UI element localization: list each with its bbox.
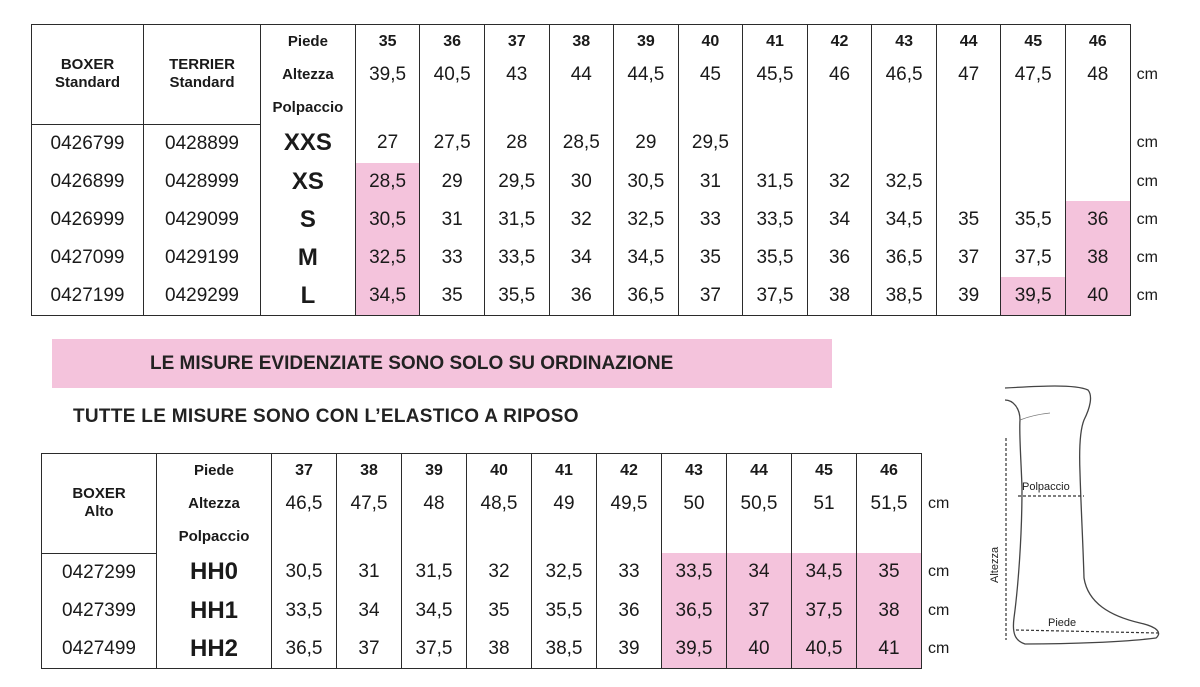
piede-size: 38 bbox=[549, 25, 614, 59]
code-terrier: 0429199 bbox=[143, 239, 260, 277]
altezza-value: 43 bbox=[484, 58, 549, 91]
piede-size: 38 bbox=[337, 454, 402, 488]
unit-empty bbox=[1130, 91, 1168, 124]
calf-value: 34,5 bbox=[402, 592, 467, 630]
altezza-value: 44,5 bbox=[614, 58, 679, 91]
label-altezza: Altezza bbox=[261, 58, 356, 91]
altezza-value: 44 bbox=[549, 58, 614, 91]
calf-value bbox=[872, 124, 937, 163]
calf-value: 32,5 bbox=[872, 163, 937, 201]
code-boxer-alto: 0427399 bbox=[42, 592, 157, 630]
altezza-value: 39,5 bbox=[355, 58, 420, 91]
unit-label: cm bbox=[1136, 248, 1158, 266]
table-row bbox=[42, 592, 966, 630]
calf-value: 37,5 bbox=[402, 630, 467, 669]
label-polpaccio: Polpaccio bbox=[261, 91, 356, 124]
unit-label: cm bbox=[1136, 210, 1158, 228]
calf-value: 35 bbox=[467, 592, 532, 630]
altezza-value: 46,5 bbox=[272, 487, 337, 520]
calf-value bbox=[1001, 163, 1066, 201]
piede-size: 46 bbox=[857, 454, 922, 488]
piede-size: 40 bbox=[467, 454, 532, 488]
code-boxer-alto: 0427299 bbox=[42, 553, 157, 592]
calf-value bbox=[936, 124, 1001, 163]
code-boxer: 0426799 bbox=[32, 124, 144, 163]
calf-value: 34 bbox=[807, 201, 872, 239]
calf-value: 29 bbox=[614, 124, 679, 163]
calf-value: 31 bbox=[678, 163, 743, 201]
brand-terrier-standard: TERRIER Standard bbox=[143, 25, 260, 125]
calf-value: 30,5 bbox=[272, 553, 337, 592]
altezza-value: 49 bbox=[532, 487, 597, 520]
calf-value: 32,5 bbox=[355, 239, 420, 277]
calf-value: 36 bbox=[549, 277, 614, 316]
piede-size: 42 bbox=[597, 454, 662, 488]
calf-value: 37,5 bbox=[1001, 239, 1066, 277]
calf-value: 31,5 bbox=[484, 201, 549, 239]
blank-cell bbox=[355, 91, 420, 124]
calf-value: 37 bbox=[936, 239, 1001, 277]
size-label: S bbox=[261, 201, 356, 239]
calf-value: 35 bbox=[678, 239, 743, 277]
table-row bbox=[42, 630, 966, 669]
calf-value: 36,5 bbox=[872, 239, 937, 277]
code-terrier: 0429299 bbox=[143, 277, 260, 316]
altezza-value: 46 bbox=[807, 58, 872, 91]
calf-value: 38 bbox=[857, 592, 922, 630]
calf-value: 40,5 bbox=[792, 630, 857, 669]
blank-cell bbox=[467, 520, 532, 553]
piede-size: 40 bbox=[678, 25, 743, 59]
blank-cell bbox=[272, 520, 337, 553]
altezza-value: 45,5 bbox=[743, 58, 808, 91]
boot-diagram bbox=[960, 378, 1190, 678]
label-altezza: Altezza bbox=[157, 487, 272, 520]
size-label: HH1 bbox=[157, 592, 272, 630]
calf-value: 28,5 bbox=[355, 163, 420, 201]
blank-cell bbox=[807, 91, 872, 124]
unit-label: cm bbox=[1136, 134, 1158, 152]
calf-value bbox=[743, 124, 808, 163]
calf-value: 34 bbox=[337, 592, 402, 630]
calf-value: 36 bbox=[807, 239, 872, 277]
calf-value: 28,5 bbox=[549, 124, 614, 163]
calf-value: 28 bbox=[484, 124, 549, 163]
piede-size: 45 bbox=[1001, 25, 1066, 59]
piede-size: 45 bbox=[792, 454, 857, 488]
altezza-value: 47 bbox=[936, 58, 1001, 91]
calf-value: 41 bbox=[857, 630, 922, 669]
altezza-value: 48,5 bbox=[467, 487, 532, 520]
calf-value: 36,5 bbox=[662, 592, 727, 630]
calf-value: 36,5 bbox=[614, 277, 679, 316]
calf-value: 37,5 bbox=[743, 277, 808, 316]
label-piede: Piede bbox=[157, 454, 272, 488]
size-label: L bbox=[261, 277, 356, 316]
calf-value bbox=[936, 163, 1001, 201]
calf-value: 35,5 bbox=[743, 239, 808, 277]
calf-value: 38 bbox=[467, 630, 532, 669]
calf-value: 33,5 bbox=[743, 201, 808, 239]
calf-value: 33 bbox=[420, 239, 485, 277]
blank-cell bbox=[662, 520, 727, 553]
piede-size: 44 bbox=[936, 25, 1001, 59]
calf-value: 37 bbox=[337, 630, 402, 669]
piede-line bbox=[1016, 630, 1158, 633]
piede-size: 46 bbox=[1066, 25, 1131, 59]
label-piede: Piede bbox=[261, 25, 356, 59]
calf-value: 32 bbox=[467, 553, 532, 592]
diagram-altezza-label: Altezza bbox=[989, 546, 1001, 583]
size-label: XS bbox=[261, 163, 356, 201]
calf-value: 38 bbox=[1066, 239, 1131, 277]
unit-label: cm bbox=[928, 639, 950, 657]
table-row bbox=[32, 163, 1169, 201]
calf-value bbox=[807, 124, 872, 163]
calf-value: 36 bbox=[597, 592, 662, 630]
unit-label: cm bbox=[928, 494, 950, 512]
size-label: XXS bbox=[261, 124, 356, 163]
elastic-note: TUTTE LE MISURE SONO CON L’ELASTICO A RIPOSO bbox=[73, 406, 579, 427]
calf-value: 30 bbox=[549, 163, 614, 201]
calf-value: 35,5 bbox=[532, 592, 597, 630]
unit-label: cm bbox=[1136, 65, 1158, 83]
code-terrier: 0428999 bbox=[143, 163, 260, 201]
calf-value: 36 bbox=[1066, 201, 1131, 239]
unit-empty bbox=[922, 520, 966, 553]
calf-value: 35,5 bbox=[1001, 201, 1066, 239]
piede-size: 41 bbox=[743, 25, 808, 59]
unit-empty bbox=[922, 454, 966, 488]
table-row bbox=[42, 553, 966, 592]
calf-value: 34,5 bbox=[872, 201, 937, 239]
calf-value: 32 bbox=[807, 163, 872, 201]
code-boxer: 0426999 bbox=[32, 201, 144, 239]
calf-value: 29 bbox=[420, 163, 485, 201]
blank-cell bbox=[614, 91, 679, 124]
unit-empty bbox=[1130, 25, 1168, 59]
blank-cell bbox=[872, 91, 937, 124]
brand-boxer-alto: BOXER Alto bbox=[42, 454, 157, 554]
blank-cell bbox=[857, 520, 922, 553]
blank-cell bbox=[936, 91, 1001, 124]
altezza-value: 51 bbox=[792, 487, 857, 520]
calf-value bbox=[1001, 124, 1066, 163]
table-row bbox=[32, 277, 1169, 316]
piede-size: 35 bbox=[355, 25, 420, 59]
code-boxer: 0427199 bbox=[32, 277, 144, 316]
calf-value: 35 bbox=[857, 553, 922, 592]
calf-value: 33,5 bbox=[662, 553, 727, 592]
altezza-value: 47,5 bbox=[337, 487, 402, 520]
calf-value: 29,5 bbox=[484, 163, 549, 201]
altezza-value: 45 bbox=[678, 58, 743, 91]
piede-size: 42 bbox=[807, 25, 872, 59]
brand-boxer-standard: BOXER Standard bbox=[32, 25, 144, 125]
unit-label: cm bbox=[928, 563, 950, 581]
blank-cell bbox=[743, 91, 808, 124]
altezza-value: 46,5 bbox=[872, 58, 937, 91]
blank-cell bbox=[1001, 91, 1066, 124]
boot-outline bbox=[1005, 386, 1159, 644]
made-to-order-banner: LE MISURE EVIDENZIATE SONO SOLO SU ORDINAZIONE bbox=[52, 339, 832, 388]
size-label: M bbox=[261, 239, 356, 277]
blank-cell bbox=[549, 91, 614, 124]
altezza-value: 50 bbox=[662, 487, 727, 520]
calf-value: 34,5 bbox=[792, 553, 857, 592]
code-terrier: 0428899 bbox=[143, 124, 260, 163]
piede-size: 39 bbox=[402, 454, 467, 488]
piede-size: 43 bbox=[662, 454, 727, 488]
calf-value: 29,5 bbox=[678, 124, 743, 163]
blank-cell bbox=[484, 91, 549, 124]
calf-value: 32,5 bbox=[614, 201, 679, 239]
size-table-standard bbox=[31, 24, 1169, 316]
blank-cell bbox=[678, 91, 743, 124]
calf-value: 38,5 bbox=[872, 277, 937, 316]
calf-value: 27 bbox=[355, 124, 420, 163]
calf-value: 34 bbox=[727, 553, 792, 592]
calf-value: 37 bbox=[678, 277, 743, 316]
calf-value: 38,5 bbox=[532, 630, 597, 669]
calf-value: 33,5 bbox=[484, 239, 549, 277]
code-boxer-alto: 0427499 bbox=[42, 630, 157, 669]
calf-value: 35 bbox=[420, 277, 485, 316]
code-boxer: 0426899 bbox=[32, 163, 144, 201]
calf-value: 37,5 bbox=[792, 592, 857, 630]
label-polpaccio: Polpaccio bbox=[157, 520, 272, 553]
blank-cell bbox=[1066, 91, 1131, 124]
piede-size: 37 bbox=[272, 454, 337, 488]
calf-value: 33,5 bbox=[272, 592, 337, 630]
diagram-piede-label: Piede bbox=[1048, 617, 1077, 629]
calf-value: 34,5 bbox=[355, 277, 420, 316]
calf-value: 40 bbox=[727, 630, 792, 669]
calf-value: 39 bbox=[936, 277, 1001, 316]
calf-value: 35 bbox=[936, 201, 1001, 239]
calf-value: 38 bbox=[807, 277, 872, 316]
code-terrier: 0429099 bbox=[143, 201, 260, 239]
unit-label: cm bbox=[1136, 172, 1158, 190]
size-label: HH0 bbox=[157, 553, 272, 592]
piede-size: 43 bbox=[872, 25, 937, 59]
calf-value: 31 bbox=[337, 553, 402, 592]
piede-size: 44 bbox=[727, 454, 792, 488]
blank-cell bbox=[337, 520, 402, 553]
calf-value: 35,5 bbox=[484, 277, 549, 316]
calf-value: 31 bbox=[420, 201, 485, 239]
diagram-polpaccio-label: Polpaccio bbox=[1022, 481, 1070, 493]
table-row bbox=[32, 124, 1169, 163]
piede-size: 39 bbox=[614, 25, 679, 59]
piede-size: 37 bbox=[484, 25, 549, 59]
table-row bbox=[32, 201, 1169, 239]
piede-size: 41 bbox=[532, 454, 597, 488]
altezza-value: 50,5 bbox=[727, 487, 792, 520]
blank-cell bbox=[597, 520, 662, 553]
altezza-value: 47,5 bbox=[1001, 58, 1066, 91]
altezza-value: 51,5 bbox=[857, 487, 922, 520]
table-row bbox=[32, 239, 1169, 277]
calf-value: 39 bbox=[597, 630, 662, 669]
calf-value: 36,5 bbox=[272, 630, 337, 669]
blank-cell bbox=[402, 520, 467, 553]
calf-value: 34 bbox=[549, 239, 614, 277]
calf-value: 37 bbox=[727, 592, 792, 630]
calf-value: 30,5 bbox=[355, 201, 420, 239]
calf-value: 39,5 bbox=[1001, 277, 1066, 316]
calf-value: 40 bbox=[1066, 277, 1131, 316]
unit-label: cm bbox=[928, 601, 950, 619]
calf-value: 31,5 bbox=[402, 553, 467, 592]
calf-value: 30,5 bbox=[614, 163, 679, 201]
blank-cell bbox=[792, 520, 857, 553]
piede-size: 36 bbox=[420, 25, 485, 59]
blank-cell bbox=[532, 520, 597, 553]
blank-cell bbox=[420, 91, 485, 124]
unit-label: cm bbox=[1136, 286, 1158, 304]
calf-value: 39,5 bbox=[662, 630, 727, 669]
size-label: HH2 bbox=[157, 630, 272, 669]
altezza-value: 48 bbox=[402, 487, 467, 520]
code-boxer: 0427099 bbox=[32, 239, 144, 277]
calf-value: 33 bbox=[597, 553, 662, 592]
calf-value: 31,5 bbox=[743, 163, 808, 201]
calf-value bbox=[1066, 124, 1131, 163]
altezza-value: 48 bbox=[1066, 58, 1131, 91]
calf-value: 32,5 bbox=[532, 553, 597, 592]
calf-value: 33 bbox=[678, 201, 743, 239]
altezza-value: 40,5 bbox=[420, 58, 485, 91]
calf-value: 27,5 bbox=[420, 124, 485, 163]
size-table-alto bbox=[41, 453, 966, 669]
calf-value: 34,5 bbox=[614, 239, 679, 277]
altezza-value: 49,5 bbox=[597, 487, 662, 520]
calf-value bbox=[1066, 163, 1131, 201]
calf-value: 32 bbox=[549, 201, 614, 239]
blank-cell bbox=[727, 520, 792, 553]
